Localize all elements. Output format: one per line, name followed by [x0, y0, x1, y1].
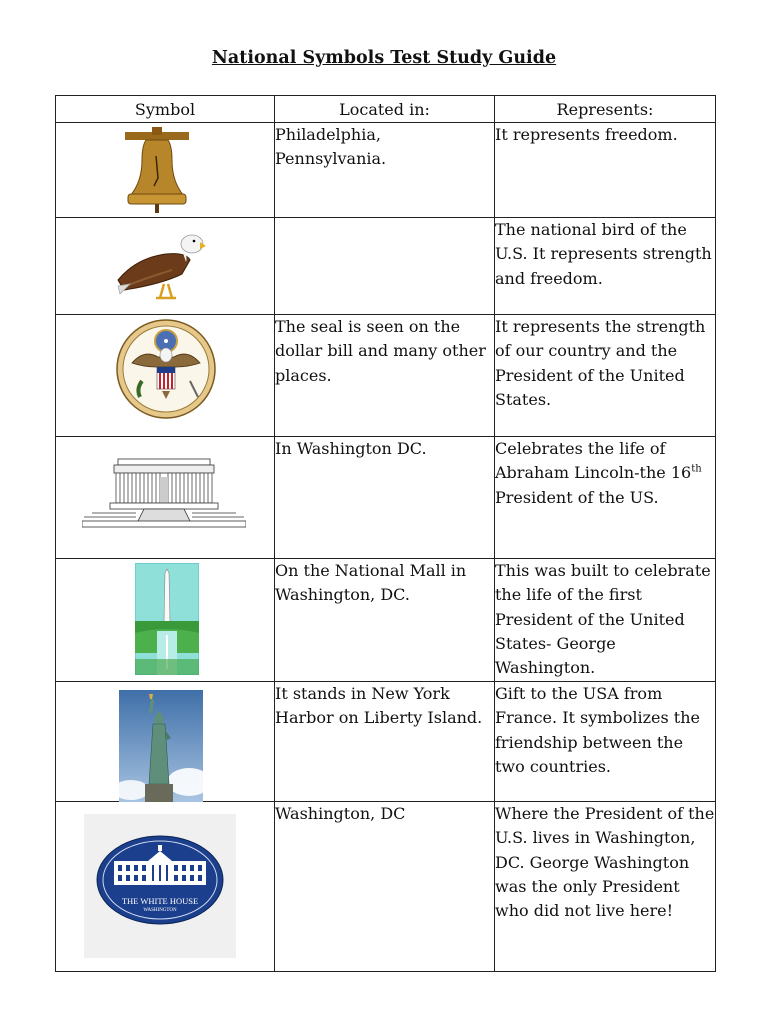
bald-eagle-icon	[116, 230, 206, 302]
represents-text: Celebrates the life of Abraham Lincoln-the 16	[495, 439, 692, 483]
table-row	[56, 123, 716, 218]
table-row	[56, 682, 716, 802]
represents-cell: It represents the strength of our country and the President of the United States.	[495, 315, 716, 437]
header-symbol: Symbol	[56, 96, 275, 123]
located-cell: Washington, DC	[275, 802, 495, 972]
located-cell: On the National Mall in Washington, DC.	[275, 559, 495, 682]
table-row	[56, 315, 716, 437]
statue-of-liberty-icon	[119, 690, 203, 802]
represents-cell: It represents freedom.	[495, 123, 716, 218]
located-cell: Philadelphia, Pennsylvania.	[275, 123, 495, 218]
represents-cell: Gift to the USA from France. It symbolizes the friendship between the two countries.	[495, 682, 716, 802]
located-cell	[275, 218, 495, 315]
liberty-bell-icon	[122, 126, 192, 214]
page-title: National Symbols Test Study Guide	[211, 48, 557, 68]
represents-cell	[495, 437, 716, 559]
white-house-caption	[96, 896, 224, 916]
symbol-cell	[56, 802, 275, 972]
great-seal-icon	[114, 319, 218, 419]
located-cell: It stands in New York Harbor on Liberty Island.	[275, 682, 495, 802]
represents-cell: Where the President of the U.S. lives in Washington, DC. George Washington was the only President who did not live here!	[495, 802, 716, 972]
table-row	[56, 559, 716, 682]
located-cell: In Washington DC.	[275, 437, 495, 559]
table-row	[56, 437, 716, 559]
header-row	[56, 96, 716, 123]
table-row	[56, 802, 716, 972]
symbol-cell	[56, 218, 275, 315]
table-row	[56, 218, 716, 315]
lincoln-memorial-icon	[82, 455, 246, 531]
ordinal-suffix: th	[691, 463, 702, 475]
header-located: Located in:	[275, 96, 495, 123]
symbol-cell	[56, 437, 275, 559]
symbol-cell	[56, 315, 275, 437]
washington-monument-icon	[135, 563, 199, 675]
symbol-cell	[56, 559, 275, 682]
located-cell: The seal is seen on the dollar bill and many other places.	[275, 315, 495, 437]
represents-text-end: President of the US.	[495, 487, 659, 507]
represents-cell: This was built to celebrate the life of the first President of the United States- George Washington.	[495, 559, 716, 682]
header-represents: Represents:	[495, 96, 716, 123]
white-house-caption-sub: WASHINGTON	[143, 908, 177, 913]
represents-cell: The national bird of the U.S. It represents strength and freedom.	[495, 218, 716, 315]
study-guide-table	[55, 95, 716, 972]
symbol-cell	[56, 123, 275, 218]
symbol-cell	[56, 682, 275, 802]
white-house-caption-title: THE WHITE HOUSE	[121, 896, 199, 906]
